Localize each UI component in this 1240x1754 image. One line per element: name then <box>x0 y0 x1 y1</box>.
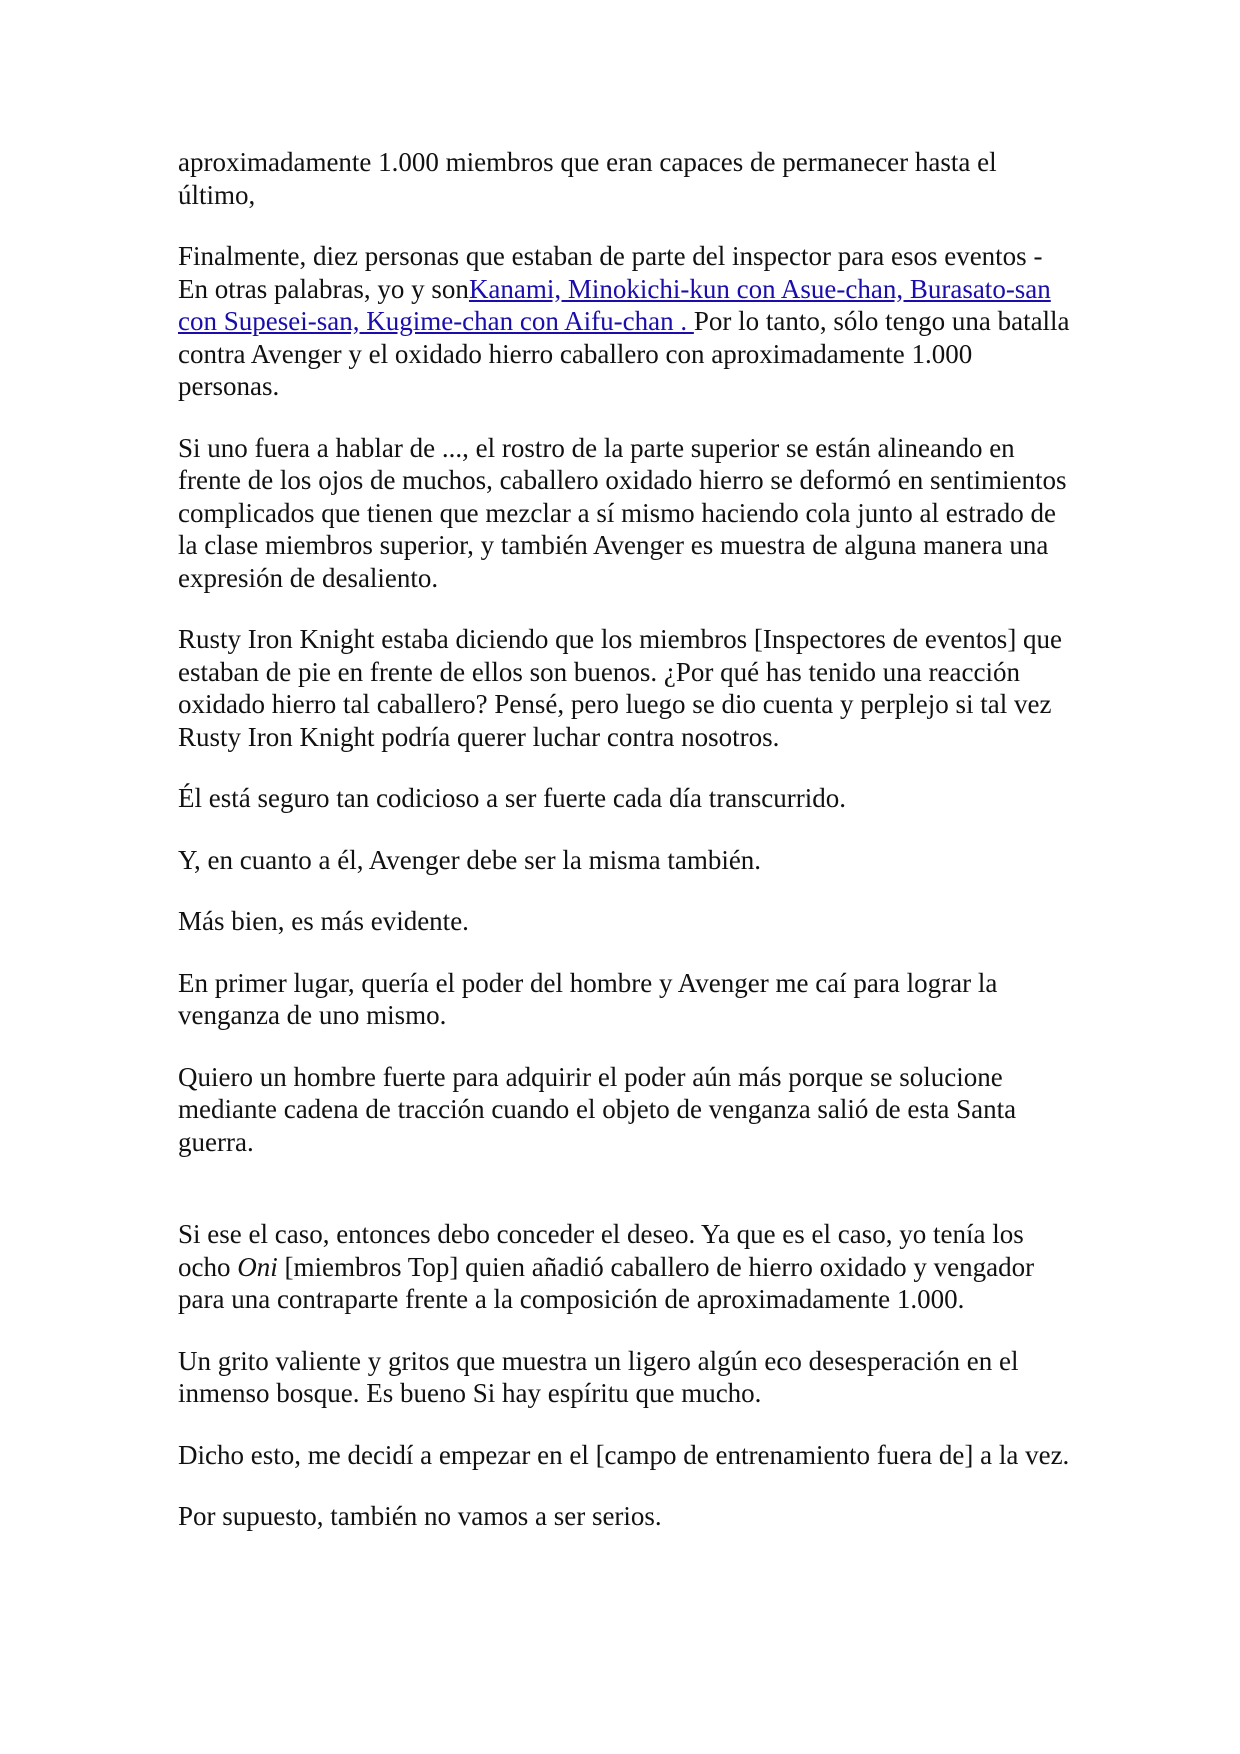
paragraph: En primer lugar, quería el poder del hombre y Avenger me caí para lograr la venganza de uno mismo. <box>178 967 998 1030</box>
character-names-link[interactable]: Kanami, Minokichi-kun con Asue-chan, Burasato-san con Supesei-san, Kugime-chan con Aifu-chan . <box>178 273 1051 336</box>
paragraph-text: Si ese el caso, entonces debo conceder el deseo. Ya que es el caso, yo tenía los ocho <box>178 1219 1024 1282</box>
paragraph: Un grito valiente y gritos que muestra un ligero algún eco desesperación en el inmenso bosque. Es bueno Si hay espíritu que mucho. <box>178 1345 1019 1408</box>
paragraph-text: Finalmente, diez personas que estaban de parte del inspector para esos eventos - En otras palabras, yo y son <box>178 241 1043 304</box>
paragraph-text: Por lo tanto, sólo tengo una batalla contra Avenger y el oxidado hierro caballero con aproximadamente 1.000 personas. <box>178 306 1070 401</box>
paragraph: Y, en cuanto a él, Avenger debe ser la misma también. <box>178 844 762 875</box>
paragraph-text: [miembros Top] quien añadió caballero de hierro oxidado y vengador para una contraparte frente a la composición de aproximadamente 1.000. <box>178 1251 1035 1314</box>
paragraph: Si uno fuera a hablar de ..., el rostro de la parte superior se están alineando en frente de los ojos de muchos, caballero oxidado hierro se deformó en sentimientos complicados que tienen que mezclar a sí mismo haciendo cola junto al estrado de la clase miembros superior, y también Avenger es muestra de alguna manera una expresión de desaliento. <box>178 432 1067 593</box>
paragraph: Más bien, es más evidente. <box>178 906 469 936</box>
paragraph: Quiero un hombre fuerte para adquirir el poder aún más porque se solucione mediante cadena de tracción cuando el objeto de venganza salió de esta Santa guerra. <box>178 1061 1017 1157</box>
paragraph: Por supuesto, también no vamos a ser serios. <box>178 1501 662 1531</box>
italic-term: Oni <box>237 1251 278 1282</box>
paragraph: Dicho esto, me decidí a empezar en el [campo de entrenamiento fuera de] a la vez. <box>178 1439 1070 1470</box>
paragraph: Él está seguro tan codicioso a ser fuerte cada día transcurrido. <box>178 783 846 813</box>
paragraph <box>178 1218 1078 1316</box>
paragraph <box>178 240 1078 403</box>
paragraph: aproximadamente 1.000 miembros que eran capaces de permanecer hasta el último, <box>178 147 997 210</box>
paragraph: Rusty Iron Knight estaba diciendo que los miembros [Inspectores de eventos] que estaban de pie en frente de ellos son buenos. ¿Por qué has tenido una reacción oxidado hierro tal caballero? Pensé, pero luego se dio cuenta y perplejo si tal vez Rusty Iron Knight podría querer luchar contra nosotros. <box>178 624 1063 752</box>
document-page <box>178 146 1078 1562</box>
